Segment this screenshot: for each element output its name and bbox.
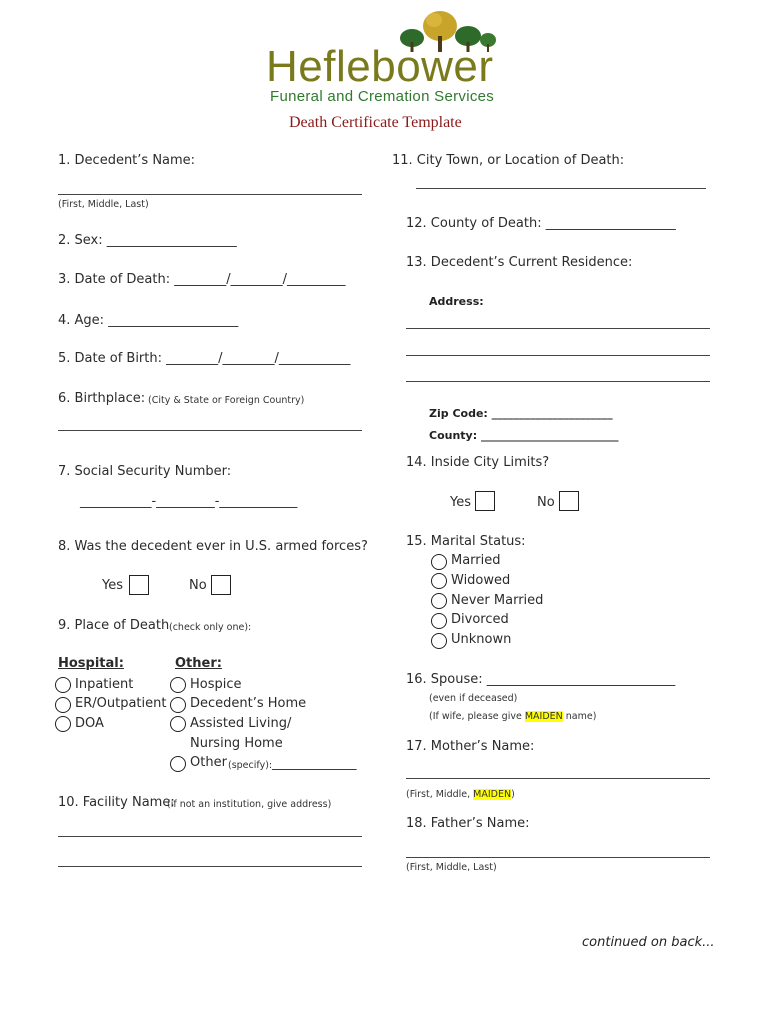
q14-yes-checkbox[interactable]	[475, 491, 495, 511]
marital-option[interactable]	[431, 633, 447, 649]
q4-label[interactable]: 4. Age: ____________________	[58, 313, 239, 328]
marital-option-label: Unknown	[451, 632, 512, 647]
q16-note-2: (If wife, please give MAIDEN name)	[429, 711, 597, 722]
q1-note: (First, Middle, Last)	[58, 199, 149, 210]
other-heading: Other:	[175, 656, 222, 671]
hospital-option[interactable]	[55, 697, 71, 713]
other-option-label: Decedent’s Home	[190, 696, 307, 711]
q10-line[interactable]	[58, 866, 362, 867]
q8-yes-label: Yes	[102, 578, 123, 593]
other-option[interactable]	[170, 756, 186, 772]
hospital-option-label: DOA	[75, 716, 104, 731]
q3-label[interactable]: 3. Date of Death: ________/________/_________	[58, 272, 346, 287]
hospital-heading: Hospital:	[58, 656, 124, 671]
other-specify-note: (specify):	[228, 760, 273, 771]
q6-line[interactable]	[58, 430, 362, 431]
other-option-label: Other	[190, 755, 227, 770]
q10-line[interactable]	[58, 836, 362, 837]
q10-label: 10. Facility Name:	[58, 795, 175, 810]
other-option-label-cont: Nursing Home	[190, 736, 283, 751]
address-line[interactable]	[406, 328, 710, 329]
address-line[interactable]	[406, 381, 710, 382]
other-specify-blank[interactable]: _____________	[272, 756, 357, 771]
q7-label: 7. Social Security Number:	[58, 464, 232, 479]
q14-yes-label: Yes	[450, 495, 471, 510]
q11-line[interactable]	[416, 188, 706, 189]
other-option[interactable]	[170, 716, 186, 732]
marital-option[interactable]	[431, 573, 447, 589]
q14-label: 14. Inside City Limits?	[406, 455, 550, 470]
q8-label: 8. Was the decedent ever in U.S. armed forces?	[58, 539, 368, 554]
marital-option-label: Divorced	[451, 612, 509, 627]
hospital-option[interactable]	[55, 716, 71, 732]
county-label[interactable]: County: _________________________	[429, 429, 619, 442]
q15-label: 15. Marital Status:	[406, 534, 526, 549]
q9-label: 9. Place of Death	[58, 618, 170, 633]
q10-note: (if not an institution, give address)	[167, 799, 332, 810]
marital-option-label: Married	[451, 553, 501, 568]
marital-option-label: Never Married	[451, 593, 544, 608]
q8-no-checkbox[interactable]	[211, 575, 231, 595]
q17-note: (First, Middle, MAIDEN)	[406, 789, 515, 800]
q14-no-checkbox[interactable]	[559, 491, 579, 511]
other-option[interactable]	[170, 697, 186, 713]
q1-label: 1. Decedent’s Name:	[58, 153, 196, 168]
q12-label[interactable]: 12. County of Death: ____________________	[406, 216, 676, 231]
hospital-option[interactable]	[55, 677, 71, 693]
marital-option-label: Widowed	[451, 573, 511, 588]
marital-option[interactable]	[431, 593, 447, 609]
q17-line[interactable]	[406, 778, 710, 779]
address-label: Address:	[429, 295, 484, 308]
q18-label: 18. Father’s Name:	[406, 816, 530, 831]
other-option-label: Hospice	[190, 677, 242, 692]
logo	[262, 6, 512, 106]
other-option-label: Assisted Living/	[190, 716, 292, 731]
marital-option[interactable]	[431, 554, 447, 570]
q14-no-label: No	[537, 495, 555, 510]
hospital-option-label: ER/Outpatient	[75, 696, 167, 711]
zip-label[interactable]: Zip Code: ______________________	[429, 407, 613, 420]
q18-line[interactable]	[406, 857, 710, 858]
q6-label: 6. Birthplace:	[58, 391, 146, 406]
q18-note: (First, Middle, Last)	[406, 862, 497, 873]
marital-option[interactable]	[431, 613, 447, 629]
q5-label[interactable]: 5. Date of Birth: ________/________/___________	[58, 351, 351, 366]
q16-note: (even if deceased)	[429, 693, 518, 704]
q16-label[interactable]: 16. Spouse: _____________________________	[406, 672, 676, 687]
brand-name: Heflebower	[266, 42, 494, 91]
q7-blank[interactable]: ___________-_________-____________	[80, 494, 298, 509]
q8-no-label: No	[189, 578, 207, 593]
address-line[interactable]	[406, 355, 710, 356]
hospital-option-label: Inpatient	[75, 677, 134, 692]
q2-label[interactable]: 2. Sex: ____________________	[58, 233, 237, 248]
page-title: Death Certificate Template	[289, 114, 462, 131]
q9-note: (check only one):	[169, 622, 252, 633]
continued-note: continued on back...	[582, 935, 715, 950]
q11-label: 11. City Town, or Location of Death:	[392, 153, 625, 168]
q8-yes-checkbox[interactable]	[129, 575, 149, 595]
brand-subtitle: Funeral and Cremation Services	[270, 88, 495, 105]
q13-label: 13. Decedent’s Current Residence:	[406, 255, 633, 270]
q1-line[interactable]	[58, 194, 362, 195]
q17-label: 17. Mother’s Name:	[406, 739, 535, 754]
q6-note: (City & State or Foreign Country)	[148, 395, 305, 406]
other-option[interactable]	[170, 677, 186, 693]
